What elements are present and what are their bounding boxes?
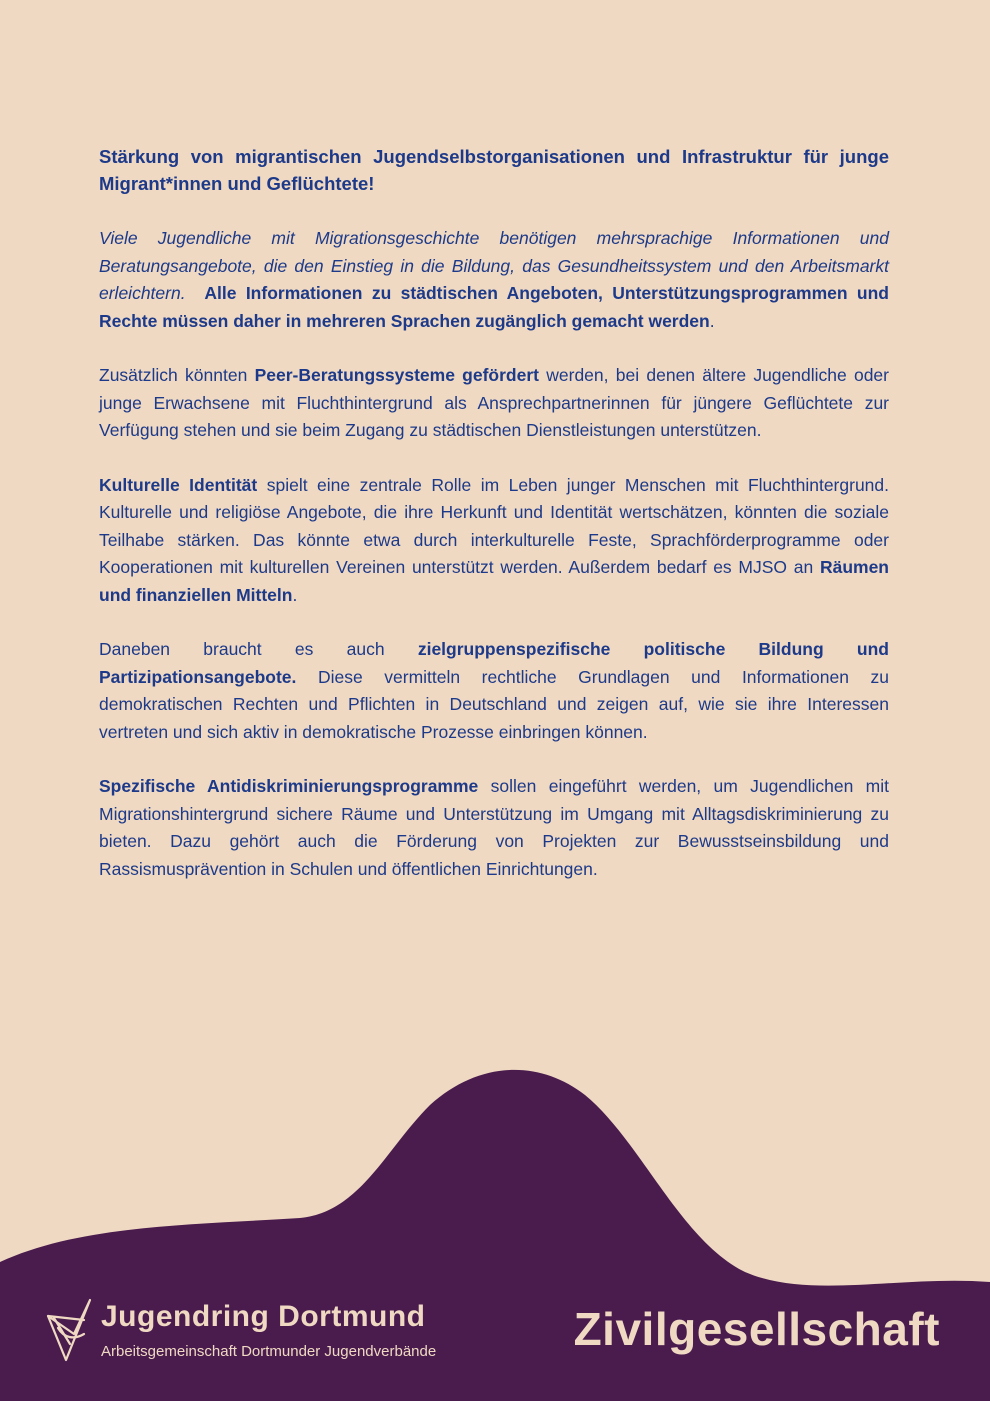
text-span: Zusätzlich könnten	[99, 365, 255, 385]
bold-phrase: Peer-Beratungssysteme gefördert	[254, 365, 539, 385]
text-span: Daneben braucht es auch	[99, 639, 418, 659]
bold-phrase: Räumen und finanziellen Mitteln	[99, 557, 889, 605]
text-span: Diese vermitteln rechtliche Grundlagen und Informationen zu demokratischen Rechten und Pflichten in Deutschland und zeigen auf, wie sie ihre Interessen vertreten und sich aktiv in demokratische Prozesse einbringen können.	[99, 666, 889, 742]
paragraph-italic-intro: Viele Jugendliche mit Migrationsgeschichte benötigen mehrsprachige Informationen und Beratungsangebote, die den Einstieg in die Bildung, das Gesundheitssystem und den Arbeitsmarkt erleichtern.	[99, 228, 889, 303]
paragraph-end-punct: .	[709, 310, 715, 331]
org-name: Jugendring Dortmund	[101, 1300, 426, 1333]
bold-phrase: Kulturelle Identität	[99, 474, 258, 495]
text-span: .	[292, 584, 298, 605]
category-label: Zivilgesellschaft	[573, 1303, 940, 1355]
jugendring-logo-icon	[44, 1298, 94, 1362]
bold-phrase: zielgruppenspezifische politische Bildung und Partizipationsangebote.	[99, 639, 889, 687]
document-heading: Stärkung von migrantischen Jugendselbstorganisationen und Infrastruktur für junge Migrant*innen und Geflüchtete!	[99, 146, 889, 194]
bold-phrase: Spezifische Antidiskriminierungsprogramme	[99, 776, 479, 796]
text-span: sollen eingeführt werden, um Jugendlichen mit Migrationshintergrund sichere Räume und Unterstützung im Umgang mit Alltagsdiskriminierung zu bieten. Dazu gehört auch die Förderung von Projekten zur Bewusstseinsbildung und Rassismusprävention in Schulen und öffentlichen Einrichtungen.	[99, 776, 889, 879]
text-span: werden, bei denen ältere Jugendliche oder junge Erwachsene mit Fluchthintergrund als Ansprechpartnerinnen für jüngere Geflüchtete zur Verfügung stehen und sie beim Zugang zu städtischen Dienstleistungen unterstützen.	[99, 365, 889, 440]
org-subtitle: Arbeitsgemeinschaft Dortmunder Jugendverbände	[101, 1343, 437, 1360]
paragraph-bold-statement: Alle Informationen zu städtischen Angeboten, Unterstützungsprogrammen und Rechte müssen daher in mehreren Sprachen zugänglich gemacht werden	[99, 283, 890, 331]
text-span: spielt eine zentrale Rolle im Leben junger Menschen mit Fluchthintergrund. Kulturelle und religiöse Angebote, die ihre Herkunft und Identität wertschätzen, könnten die soziale Teilhabe stärken. Das könnte etwa durch interkulturelle Feste, Sprachförderprogramme oder Kooperationen mit kulturellen Vereinen unterstützt werden. Außerdem bedarf es MJSO an	[99, 474, 890, 577]
